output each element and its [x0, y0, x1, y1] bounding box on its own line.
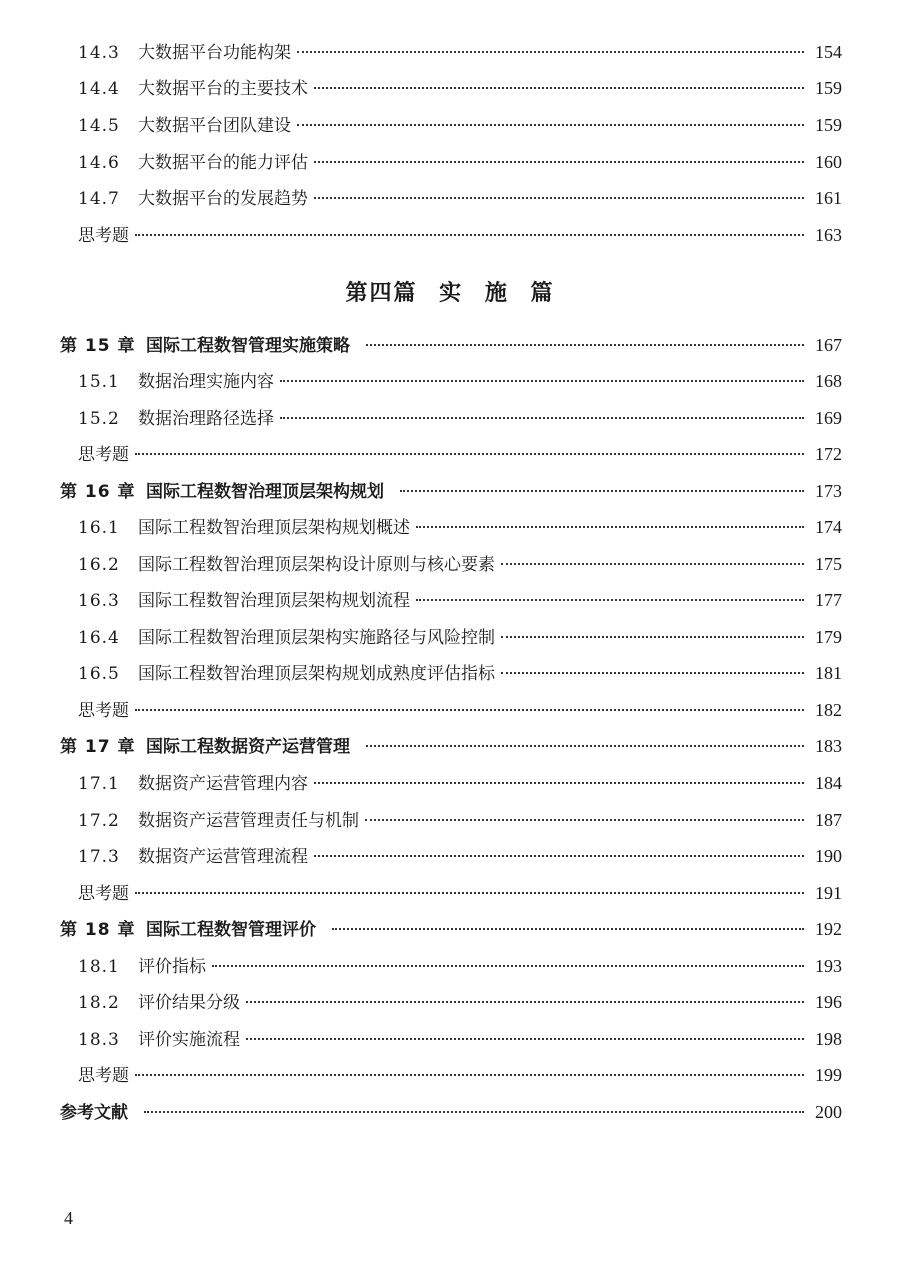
- page-number: 160: [815, 152, 842, 172]
- dot-leader: [246, 1038, 804, 1040]
- page-number: 190: [815, 846, 842, 866]
- toc-entry-17-1[interactable]: [78, 769, 842, 797]
- toc-entry-16-1[interactable]: [78, 513, 842, 541]
- dot-leader: [314, 161, 804, 163]
- dot-leader: [135, 453, 804, 455]
- dot-leader: [144, 1111, 804, 1113]
- dot-leader: [297, 124, 804, 126]
- page-number: 192: [815, 919, 842, 939]
- dot-leader: [314, 855, 804, 857]
- part-heading-char: 实: [439, 280, 464, 306]
- toc-entry-15-2[interactable]: [78, 404, 842, 432]
- page-number: 184: [815, 773, 842, 793]
- page-number: 174: [815, 517, 842, 537]
- section-title: 思考题: [78, 884, 129, 904]
- section-number: 15.2: [78, 409, 120, 429]
- part-heading: [0, 276, 900, 307]
- page-number: 168: [815, 371, 842, 391]
- toc-chapter-16[interactable]: [60, 477, 842, 505]
- section-number: 16.4: [78, 628, 120, 648]
- toc-entry-18-3[interactable]: [78, 1025, 842, 1053]
- toc-entry-16-questions[interactable]: [78, 696, 842, 724]
- section-title: 思考题: [78, 226, 129, 246]
- toc-entry-17-questions[interactable]: [78, 879, 842, 907]
- dot-leader: [280, 417, 804, 419]
- section-number: 18.3: [78, 1030, 120, 1050]
- toc-entry-16-2[interactable]: [78, 550, 842, 578]
- section-title: 国际工程数智治理顶层架构规划成熟度评估指标: [138, 664, 495, 684]
- toc-entry-17-2[interactable]: [78, 806, 842, 834]
- dot-leader: [314, 87, 804, 89]
- page-number: 196: [815, 992, 842, 1012]
- page-number: 177: [815, 590, 842, 610]
- toc-entry-14-3[interactable]: [78, 38, 842, 66]
- toc-entry-14-7[interactable]: [78, 184, 842, 212]
- toc-chapter-15[interactable]: [60, 331, 842, 359]
- dot-leader: [416, 599, 804, 601]
- section-number: 15.1: [78, 372, 120, 392]
- dot-leader: [314, 782, 804, 784]
- part-heading-char: 篇: [530, 280, 555, 306]
- dot-leader: [280, 380, 804, 382]
- section-title: 数据治理路径选择: [138, 409, 274, 429]
- chapter-number: 第 17 章: [60, 737, 136, 757]
- page-number: 159: [815, 115, 842, 135]
- chapter-number: 第 16 章: [60, 482, 136, 502]
- section-title: 国际工程数智治理顶层架构实施路径与风险控制: [138, 628, 495, 648]
- section-title: 国际工程数智治理顶层架构规划概述: [138, 518, 410, 538]
- chapter-title: 国际工程数智管理实施策略: [146, 336, 350, 356]
- page-number: 169: [815, 408, 842, 428]
- dot-leader: [416, 526, 804, 528]
- toc-entry-15-1[interactable]: [78, 367, 842, 395]
- dot-leader: [501, 636, 804, 638]
- section-number: 18.1: [78, 957, 120, 977]
- dot-leader: [332, 928, 804, 930]
- section-title: 大数据平台的主要技术: [138, 79, 308, 99]
- section-title: 数据资产运营管理内容: [138, 774, 308, 794]
- toc-references[interactable]: [60, 1098, 842, 1126]
- page-number: 161: [815, 188, 842, 208]
- page-number: 181: [815, 663, 842, 683]
- dot-leader: [212, 965, 804, 967]
- chapter-title: 国际工程数智治理顶层架构规划: [146, 482, 384, 502]
- section-title: 思考题: [78, 701, 129, 721]
- toc-entry-18-2[interactable]: [78, 988, 842, 1016]
- section-number: 14.6: [78, 153, 120, 173]
- part-heading-label: 第四篇: [345, 280, 418, 306]
- chapter-number: 第 15 章: [60, 336, 136, 356]
- page-number: 183: [815, 736, 842, 756]
- section-number: 16.3: [78, 591, 120, 611]
- section-title: 评价指标: [138, 957, 206, 977]
- dot-leader: [297, 51, 804, 53]
- section-number: 14.7: [78, 189, 120, 209]
- chapter-number: 第 18 章: [60, 920, 136, 940]
- chapter-title: 国际工程数据资产运营管理: [146, 737, 350, 757]
- section-title: 大数据平台的发展趋势: [138, 189, 308, 209]
- section-number: 14.5: [78, 116, 120, 136]
- page-number: 200: [815, 1102, 842, 1122]
- dot-leader: [135, 709, 804, 711]
- toc-entry-14-questions[interactable]: [78, 221, 842, 249]
- section-number: 17.2: [78, 811, 120, 831]
- toc-entry-15-questions[interactable]: [78, 440, 842, 468]
- toc-entry-14-6[interactable]: [78, 148, 842, 176]
- page-number: 193: [815, 956, 842, 976]
- dot-leader: [135, 892, 804, 894]
- section-title: 大数据平台的能力评估: [138, 153, 308, 173]
- toc-entry-14-5[interactable]: [78, 111, 842, 139]
- section-title: 思考题: [78, 445, 129, 465]
- dot-leader: [135, 1074, 804, 1076]
- page-number: 199: [815, 1065, 842, 1085]
- toc-entry-16-5[interactable]: [78, 659, 842, 687]
- page-number: 175: [815, 554, 842, 574]
- page-number: 198: [815, 1029, 842, 1049]
- section-title: 数据资产运营管理流程: [138, 847, 308, 867]
- dot-leader: [366, 344, 804, 346]
- dot-leader: [501, 563, 804, 565]
- section-number: 17.3: [78, 847, 120, 867]
- section-title: 大数据平台功能构架: [138, 43, 291, 63]
- section-title: 数据资产运营管理责任与机制: [138, 811, 359, 831]
- section-title: 评价结果分级: [138, 993, 240, 1013]
- section-title: 数据治理实施内容: [138, 372, 274, 392]
- page-number: 167: [815, 335, 842, 355]
- page-number: 182: [815, 700, 842, 720]
- section-title: 国际工程数智治理顶层架构规划流程: [138, 591, 410, 611]
- section-number: 17.1: [78, 774, 120, 794]
- dot-leader: [365, 819, 804, 821]
- toc-entry-18-questions[interactable]: [78, 1061, 842, 1089]
- section-number: 16.5: [78, 664, 120, 684]
- section-number: 18.2: [78, 993, 120, 1013]
- section-number: 16.1: [78, 518, 120, 538]
- toc-entry-16-4[interactable]: [78, 623, 842, 651]
- page-number: 163: [815, 225, 842, 245]
- toc-entry-16-3[interactable]: [78, 586, 842, 614]
- dot-leader: [501, 672, 804, 674]
- page-number: 154: [815, 42, 842, 62]
- page-number: 159: [815, 78, 842, 98]
- dot-leader: [246, 1001, 804, 1003]
- folio-page-number: 4: [64, 1208, 73, 1228]
- section-number: 14.3: [78, 43, 120, 63]
- section-title: 评价实施流程: [138, 1030, 240, 1050]
- section-title: 大数据平台团队建设: [138, 116, 291, 136]
- section-title: 国际工程数智治理顶层架构设计原则与核心要素: [138, 555, 495, 575]
- dot-leader: [135, 234, 804, 236]
- toc-entry-17-3[interactable]: [78, 842, 842, 870]
- toc-chapter-18[interactable]: [60, 915, 842, 943]
- toc-entry-18-1[interactable]: [78, 952, 842, 980]
- page-number: 179: [815, 627, 842, 647]
- page-number: 173: [815, 481, 842, 501]
- toc-chapter-17[interactable]: [60, 732, 842, 760]
- page-number: 191: [815, 883, 842, 903]
- part-heading-char: 施: [484, 280, 509, 306]
- page-number: 187: [815, 810, 842, 830]
- chapter-title: 国际工程数智管理评价: [146, 920, 316, 940]
- section-number: 14.4: [78, 79, 120, 99]
- dot-leader: [314, 197, 804, 199]
- page-number: 172: [815, 444, 842, 464]
- section-title: 思考题: [78, 1066, 129, 1086]
- references-title: 参考文献: [60, 1103, 128, 1123]
- dot-leader: [400, 490, 804, 492]
- dot-leader: [366, 745, 804, 747]
- section-number: 16.2: [78, 555, 120, 575]
- toc-entry-14-4[interactable]: [78, 74, 842, 102]
